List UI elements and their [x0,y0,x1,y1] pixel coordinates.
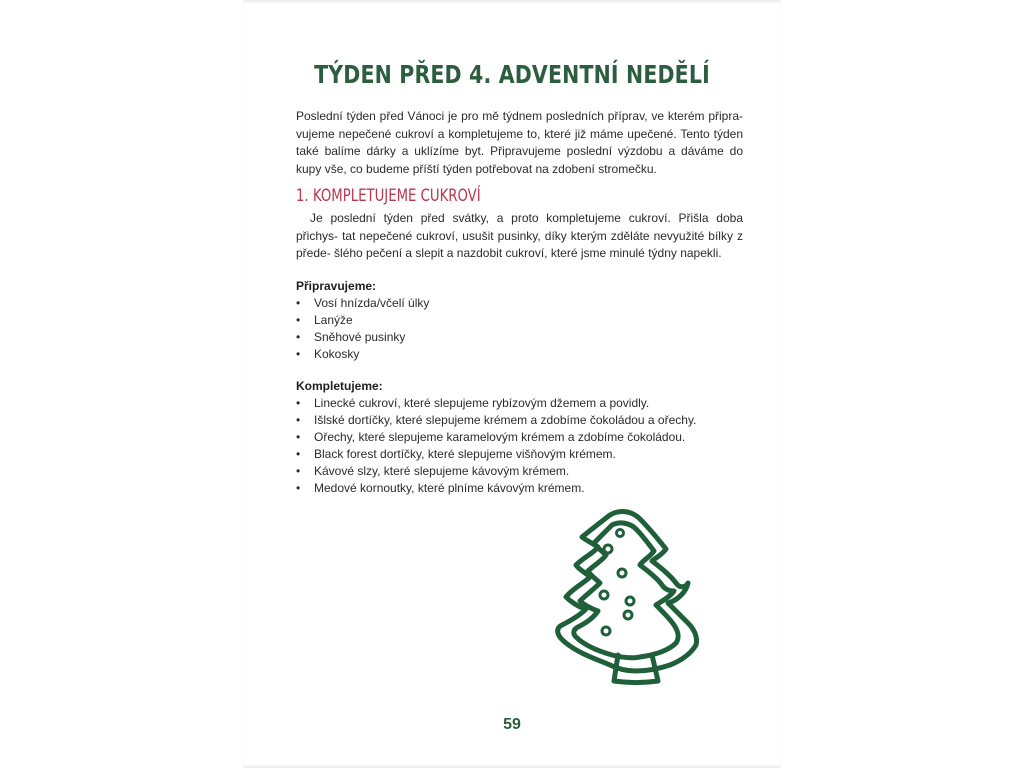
pripravujeme-block [296,278,756,363]
bullet-icon: • [296,347,301,361]
intro-line: vujeme nepečené cukroví a kompletujeme to, které již máme upečené. Tento týden [296,126,743,141]
page-bottom-edge [244,764,780,768]
ornament-dot [618,569,626,577]
list-item [296,463,756,480]
intro-paragraph [296,108,743,178]
ornament-dot [604,545,612,553]
bullet-icon: • [296,430,301,444]
section-line: tat nepečené cukroví, usušit pusinky, díky kterým zděláte nevyužité bílky z přede- [296,228,743,260]
list-item [296,429,756,446]
kompletujeme-list [296,395,756,497]
list-item [296,446,756,463]
intro-line: také balíme dárky a uklízíme byt. Připravujeme poslední výzdobu a dáváme do kupy [296,144,743,176]
bullet-icon: • [296,396,301,410]
list-item-text: Kokosky [314,347,360,361]
ornament-dot [617,530,624,537]
kompletujeme-label: Kompletujeme: [296,379,383,393]
list-item-text: Ořechy, které slepujeme karamelovým krémem a zdobíme čokoládou. [314,430,686,444]
list-item [296,395,756,412]
intro-line: vše, co budeme příští týden potřebovat na zdobení stromečku. [324,161,657,176]
list-item-text: Medové kornoutky, které plníme kávovým krémem. [314,481,585,495]
list-item [296,412,756,429]
list-item-text: Kávové slzy, které slepujeme kávovým krémem. [314,464,570,478]
bullet-icon: • [296,330,301,344]
list-item-text: Linecké cukroví, které slepujeme rybízovým džemem a povidly. [314,396,650,410]
section-line: Je poslední týden před svátky, a proto kompletujeme cukroví. Přišla doba přichys- [296,211,743,243]
list-item [296,329,756,346]
ornament-dot [600,591,608,599]
list-item [296,295,756,312]
section-heading: 1. KOMPLETUJEME CUKROVÍ [296,186,481,206]
section-paragraph [296,210,743,263]
ornament-dot [602,627,610,635]
bullet-icon: • [296,296,301,310]
list-item-text: Vosí hnízda/včelí úlky [314,296,430,310]
page-number: 59 [503,716,521,733]
list-item-text: Lanýže [314,313,353,327]
bullet-icon: • [296,413,301,427]
section-line: šlého pečení a slepit a nazdobit cukroví, které jsme minulé týdny napekli. [334,246,722,260]
pripravujeme-label: Připravujeme: [296,279,377,293]
kompletujeme-block [296,378,756,497]
bullet-icon: • [296,313,301,327]
list-item-text: Sněhové pusinky [314,330,406,344]
ornament-dot [626,597,634,605]
bullet-icon: • [296,481,301,495]
page-top-edge [244,0,780,4]
list-item-text: Išlské dortíčky, které slepujeme krémem a zdobíme čokoládou a ořechy. [314,413,697,427]
bullet-icon: • [296,464,301,478]
tree-ornaments [600,530,634,636]
list-item [296,312,756,329]
christmas-tree-cookie-icon [548,505,708,697]
intro-line: Poslední týden před Vánoci je pro mě týdnem posledních příprav, ve kterém připra- [296,109,743,123]
list-item [296,480,756,497]
ornament-dot [624,611,632,619]
bullet-icon: • [296,447,301,461]
list-item [296,346,756,363]
list-item-text: Black forest dortíčky, které slepujeme višňovým krémem. [314,447,616,461]
page-title: TÝDEN PŘED 4. ADVENTNÍ NEDĚLÍ [314,60,710,89]
pripravujeme-list [296,295,756,363]
